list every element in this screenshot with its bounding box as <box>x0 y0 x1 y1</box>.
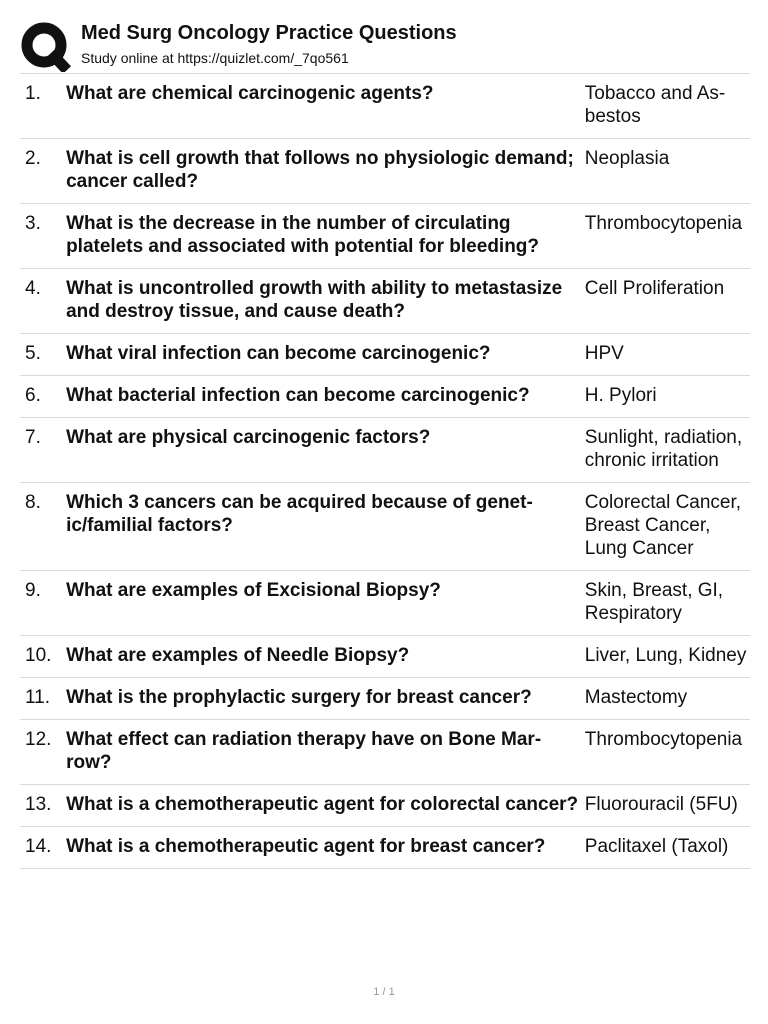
table-row <box>20 720 750 785</box>
answer-text: HPV <box>585 334 750 376</box>
question-text: What effect can radiation therapy have on Bone Marrow? <box>66 720 585 785</box>
table-row <box>20 678 750 720</box>
question-number: 6. <box>20 376 66 418</box>
question-number: 8. <box>20 483 66 571</box>
answer-text: Tobacco and Asbestos <box>585 74 750 139</box>
table-row <box>20 418 750 483</box>
question-table-body <box>20 74 750 869</box>
question-number: 12. <box>20 720 66 785</box>
page-subtitle: Study online at https://quizlet.com/_7qo561 <box>81 50 349 66</box>
question-number: 11. <box>20 678 66 720</box>
question-number: 13. <box>20 785 66 827</box>
table-row <box>20 376 750 418</box>
answer-text: Thrombocytopenia <box>585 204 750 269</box>
question-number: 1. <box>20 74 66 139</box>
question-text: What viral infection can become carcinogenic? <box>66 334 585 376</box>
question-text: What is a chemotherapeutic agent for colorectal cancer? <box>66 785 585 827</box>
answer-text: Mastectomy <box>585 678 750 720</box>
question-text: What are examples of Needle Biopsy? <box>66 636 585 678</box>
table-row <box>20 571 750 636</box>
answer-text: Fluorouracil (5FU) <box>585 785 750 827</box>
question-number: 4. <box>20 269 66 334</box>
table-row <box>20 74 750 139</box>
answer-text: Skin, Breast, GI, Respiratory <box>585 571 750 636</box>
question-table <box>20 73 750 869</box>
question-text: What are chemical carcinogenic agents? <box>66 74 585 139</box>
table-row <box>20 785 750 827</box>
question-text: What is the decrease in the number of circulating platelets and associated with potential for bleeding? <box>66 204 585 269</box>
quizlet-q-logo-icon <box>20 20 72 72</box>
answer-text: Cell Proliferation <box>585 269 750 334</box>
question-text: What is the prophylactic surgery for breast cancer? <box>66 678 585 720</box>
table-row <box>20 483 750 571</box>
answer-text: Liver, Lung, Kidney <box>585 636 750 678</box>
question-text: What is uncontrolled growth with ability to metastasize and destroy tissue, and cause death? <box>66 269 585 334</box>
page-number: 1 / 1 <box>373 986 395 998</box>
question-number: 9. <box>20 571 66 636</box>
answer-text: Thrombocytopenia <box>585 720 750 785</box>
question-number: 5. <box>20 334 66 376</box>
page-title: Med Surg Oncology Practice Questions <box>81 22 457 44</box>
answer-text: Paclitaxel (Taxol) <box>585 827 750 869</box>
question-text: What bacterial infection can become carcinogenic? <box>66 376 585 418</box>
table-row <box>20 204 750 269</box>
table-row <box>20 139 750 204</box>
table-row <box>20 636 750 678</box>
question-number: 10. <box>20 636 66 678</box>
question-number: 2. <box>20 139 66 204</box>
question-text: What are examples of Excisional Biopsy? <box>66 571 585 636</box>
table-row <box>20 269 750 334</box>
question-text: What is a chemotherapeutic agent for breast cancer? <box>66 827 585 869</box>
question-text: What are physical carcinogenic factors? <box>66 418 585 483</box>
answer-text: Colorectal Cancer, Breast Cancer, Lung Cancer <box>585 483 750 571</box>
question-number: 14. <box>20 827 66 869</box>
question-text: What is cell growth that follows no physiologic demand; cancer called? <box>66 139 585 204</box>
question-number: 7. <box>20 418 66 483</box>
answer-text: H. Pylori <box>585 376 750 418</box>
table-row <box>20 334 750 376</box>
table-row <box>20 827 750 869</box>
page-header <box>20 18 750 74</box>
answer-text: Sunlight, radiation, chronic irritation <box>585 418 750 483</box>
question-text: Which 3 cancers can be acquired because of genetic/familial factors? <box>66 483 585 571</box>
question-number: 3. <box>20 204 66 269</box>
answer-text: Neoplasia <box>585 139 750 204</box>
